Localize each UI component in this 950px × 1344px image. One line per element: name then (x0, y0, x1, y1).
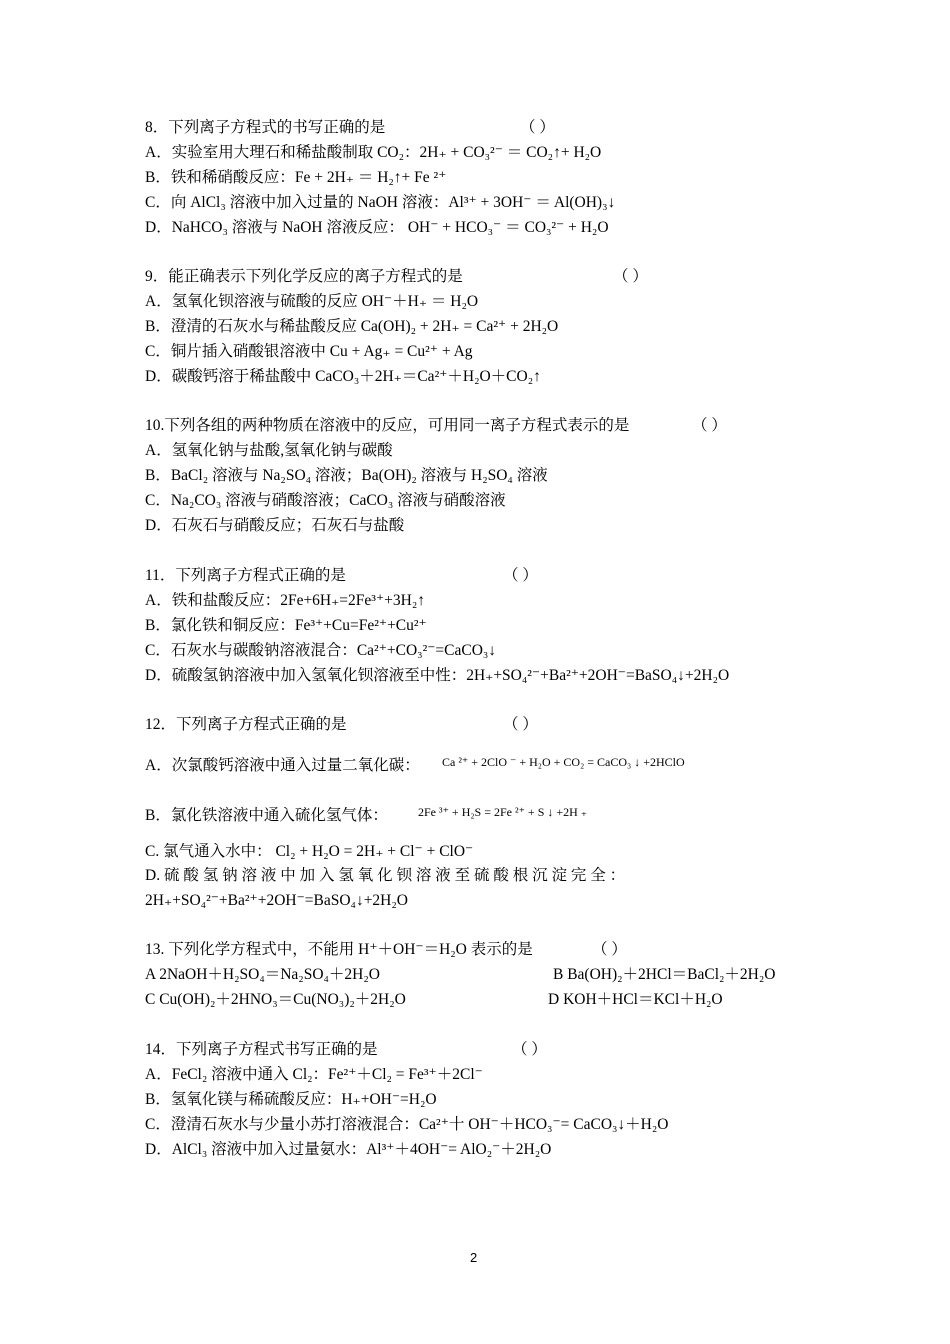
q14-option-d: D．AlCl₃ 溶液中加入过量氨水：Al³⁺＋4OH⁻= AlO₂⁻＋2H₂O (145, 1141, 552, 1158)
q12-stem: 12．下列离子方程式正确的是 (145, 716, 347, 733)
q14-option-c: C．澄清石灰水与少量小苏打溶液混合：Ca²⁺十 OH⁻＋HCO₃⁻= CaCO₃↓＋H₂O (145, 1116, 669, 1133)
q10-option-b: B．BaCl₂ 溶液与 Na₂SO₄ 溶液；Ba(OH)₂ 溶液与 H₂SO₄ 溶液 (145, 467, 548, 484)
q10-option-a: A．氢氧化钠与盐酸,氢氧化钠与碳酸 (145, 442, 393, 459)
q13-stem: 13. 下列化学方程式中，不能用 H⁺＋OH⁻＝H₂O 表示的是 (145, 941, 533, 958)
q8-option-b: B．铁和稀硝酸反应：Fe + 2H₊ ＝ H₂↑+ Fe ²⁺ (145, 169, 447, 186)
q11-stem: 11．下列离子方程式正确的是 (145, 567, 346, 584)
q12-option-a-label: A．次氯酸钙溶液中通入过量二氧化碳： (145, 757, 420, 774)
q13-option-d: D KOH＋HCl＝KCl＋H₂O (548, 991, 723, 1008)
q13-option-b: B Ba(OH)₂＋2HCl＝BaCl₂＋2H₂O (553, 966, 776, 983)
q8-option-c: C．向 AlCl₃ 溶液中加入过量的 NaOH 溶液：Al³⁺ + 3OH⁻ ＝ Al(OH)₃↓ (145, 194, 616, 211)
page-number: 2 (470, 1250, 478, 1265)
q9-stem: 9．能正确表示下列化学反应的离子方程式的是 (145, 268, 463, 285)
q11-option-d: D．硫酸氢钠溶液中加入氢氧化钡溶液至中性：2H₊+SO₄²⁻+Ba²⁺+2OH⁻=BaSO₄↓+2H₂O (145, 667, 730, 684)
q8-option-d: D．NaHCO₃ 溶液与 NaOH 溶液反应： OH⁻ + HCO₃⁻ ＝ CO₃²⁻ + H₂O (145, 219, 609, 236)
q14-answer-paren: （ ） (512, 1041, 547, 1058)
q10-answer-paren: （ ） (692, 417, 727, 434)
q9-answer-paren: （ ） (613, 268, 648, 285)
q9-option-a: A．氢氧化钡溶液与硫酸的反应 OH⁻＋H₊ ＝ H₂O (145, 293, 479, 310)
q9-option-d: D．碳酸钙溶于稀盐酸中 CaCO₃＋2H₊＝Ca²⁺＋H₂O＋CO₂↑ (145, 368, 541, 385)
q14-option-b: B．氢氧化镁与稀硫酸反应：H₊+OH⁻=H₂O (145, 1091, 437, 1108)
q11-answer-paren: （ ） (503, 567, 538, 584)
q8-answer-paren: （ ） (520, 119, 555, 136)
q11-option-c: C．石灰水与碳酸钠溶液混合：Ca²⁺+CO₃²⁻=CaCO₃↓ (145, 642, 497, 659)
q14-stem: 14．下列离子方程式书写正确的是 (145, 1041, 378, 1058)
q11-option-a: A．铁和盐酸反应：2Fe+6H₊=2Fe³⁺+3H₂↑ (145, 592, 425, 609)
q12-option-d-line1: D. 硫 酸 氢 钠 溶 液 中 加 入 氢 氧 化 钡 溶 液 至 硫 酸 根 沉 淀 完 全 ： (145, 867, 626, 884)
q12-option-b-formula: 2Fe ³⁺ + H₂S = 2Fe ²⁺ + S ↓ +2H ₊ (418, 805, 588, 819)
q11-option-b: B．氯化铁和铜反应：Fe³⁺+Cu=Fe²⁺+Cu²⁺ (145, 617, 427, 634)
q8-stem: 8．下列离子方程式的书写正确的是 (145, 119, 386, 136)
q9-option-c: C．铜片插入硝酸银溶液中 Cu + Ag₊ = Cu²⁺ + Ag (145, 343, 473, 360)
q12-answer-paren: （ ） (503, 716, 538, 733)
q13-option-c: C Cu(OH)₂＋2HNO₃＝Cu(NO₃)₂＋2H₂O (145, 991, 406, 1008)
q12-option-b-label: B．氯化铁溶液中通入硫化氢气体： (145, 807, 388, 824)
q10-option-c: C．Na₂CO₃ 溶液与硝酸溶液；CaCO₃ 溶液与硝酸溶液 (145, 492, 506, 509)
q10-option-d: D．石灰石与硝酸反应；石灰石与盐酸 (145, 517, 405, 534)
q12-option-c: C. 氯气通入水中： Cl₂ + H₂O = 2H₊ + Cl⁻ + ClO⁻ (145, 843, 474, 860)
q10-stem: 10.下列各组的两种物质在溶液中的反应，可用同一离子方程式表示的是 (145, 417, 630, 434)
q12-option-a-formula: Ca ²⁺ + 2ClO ⁻ + H₂O + CO₂ = CaCO₃ ↓ +2HClO (442, 755, 685, 769)
q12-option-d-line2: 2H₊+SO₄²⁻+Ba²⁺+2OH⁻=BaSO₄↓+2H₂O (145, 892, 408, 909)
q13-answer-paren: （ ） (592, 941, 627, 958)
q9-option-b: B．澄清的石灰水与稀盐酸反应 Ca(OH)₂ + 2H₊ = Ca²⁺ + 2H₂O (145, 318, 559, 335)
q8-option-a: A．实验室用大理石和稀盐酸制取 CO₂：2H₊ + CO₃²⁻ ＝ CO₂↑+ H₂O (145, 144, 602, 161)
q13-option-a: A 2NaOH＋H₂SO₄＝Na₂SO₄＋2H₂O (145, 966, 380, 983)
q14-option-a: A．FeCl₂ 溶液中通入 Cl₂：Fe²⁺＋Cl₂ = Fe³⁺＋2Cl⁻ (145, 1066, 483, 1083)
